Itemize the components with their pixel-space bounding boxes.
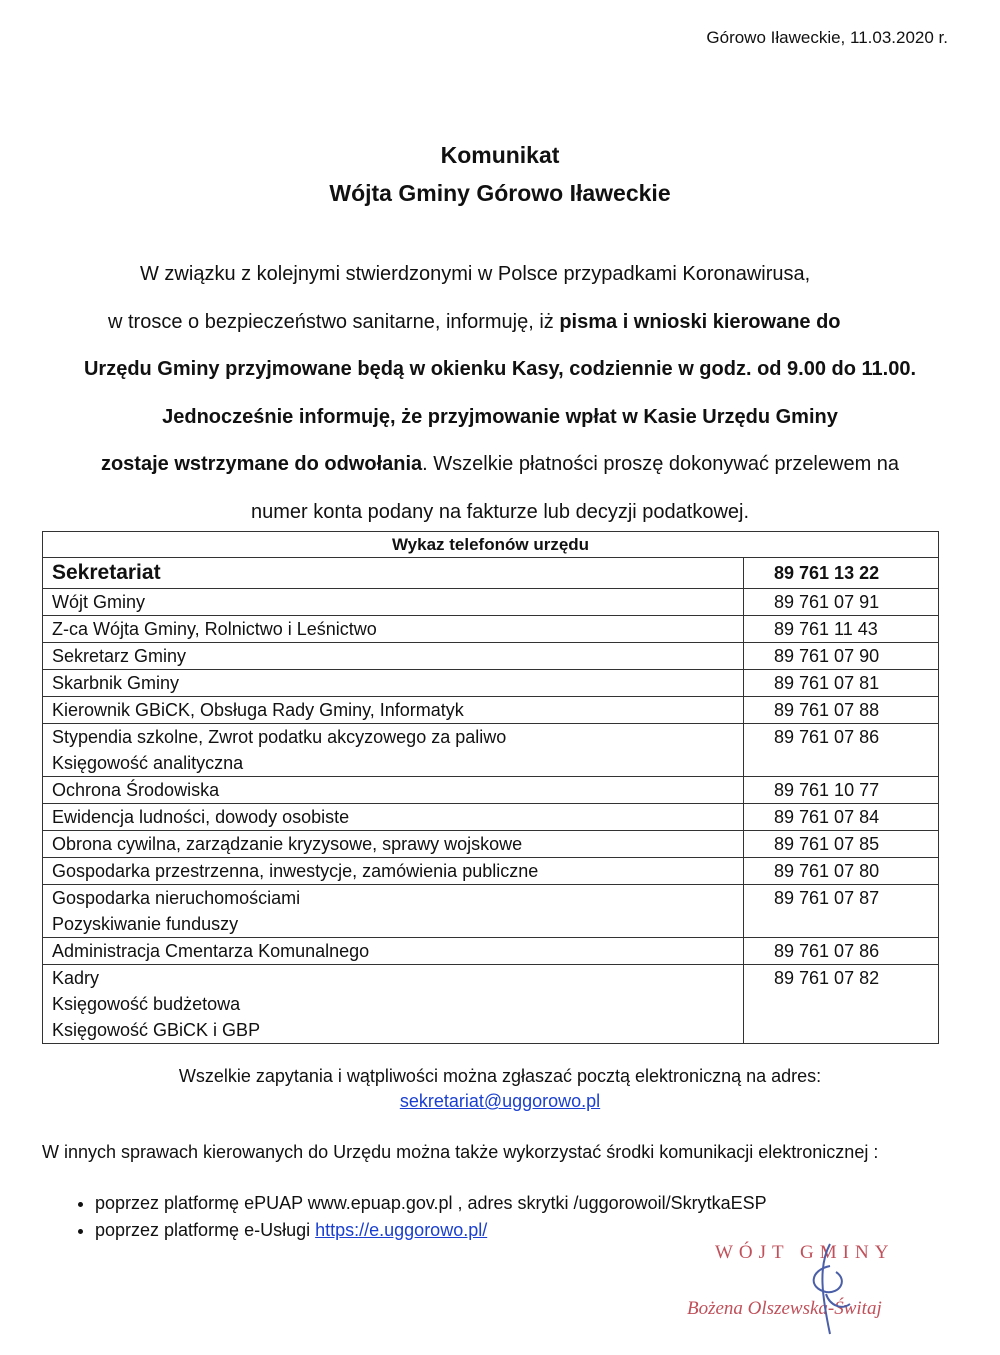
department-name [43, 885, 744, 938]
department-line: Kadry [52, 968, 100, 988]
phone-number: 89 761 07 91 [744, 589, 939, 616]
phone-number: 89 761 07 84 [744, 804, 939, 831]
phone-number: 89 761 13 22 [744, 558, 939, 589]
department-name [43, 965, 744, 1044]
department-line: Sekretarz Gminy [52, 646, 187, 666]
department-line: Ochrona Środowiska [52, 780, 220, 800]
phone-number: 89 761 07 86 [744, 938, 939, 965]
department-line: Wójt Gminy [52, 592, 146, 612]
table-row [43, 589, 939, 616]
department-line: Gospodarka nieruchomościami [52, 888, 301, 908]
phone-number: 89 761 10 77 [744, 777, 939, 804]
department-name [43, 670, 744, 697]
table-row [43, 831, 939, 858]
department-line: Skarbnik Gminy [52, 673, 180, 693]
department-line: Ewidencja ludności, dowody osobiste [52, 807, 350, 827]
department-line: Z-ca Wójta Gminy, Rolnictwo i Leśnictwo [52, 619, 377, 639]
department-name [43, 858, 744, 885]
department-line: Obrona cywilna, zarządzanie kryzysowe, sprawy wojskowe [52, 834, 523, 854]
phone-number: 89 761 11 43 [744, 616, 939, 643]
body-line-5: zostaje wstrzymane do odwołania. Wszelkie płatności proszę dokonywać przelewem na [100, 453, 900, 476]
phone-number: 89 761 07 85 [744, 831, 939, 858]
table-row [43, 724, 939, 777]
title-line-1: Komunikat [440, 142, 560, 168]
table-row [43, 643, 939, 670]
table-row [43, 697, 939, 724]
phone-number: 89 761 07 86 [744, 724, 939, 777]
body-line-6: numer konta podany na fakturze lub decyzji podatkowej. [250, 500, 750, 523]
phone-number: 89 761 07 81 [744, 670, 939, 697]
department-name [43, 589, 744, 616]
stamp-title: WÓJT GMINY [715, 1242, 895, 1263]
inquiries-text: Wszelkie zapytania i wątpliwości można zgłaszać pocztą elektroniczną na adres: [178, 1066, 822, 1086]
title-line-2: Wójta Gminy Górowo Iławeckie [329, 180, 671, 206]
department-name [43, 831, 744, 858]
department-name [43, 724, 744, 777]
announcement-body [0, 260, 1000, 546]
department-name [43, 938, 744, 965]
body-line-3: Urzędu Gminy przyjmowane będą w okienku Kasy, codziennie w godz. od 9.00 do 11.00. [83, 358, 917, 381]
e-uslugi-link[interactable]: https://e.uggorowo.pl/ [315, 1220, 488, 1240]
department-line: Księgowość budżetowa [52, 994, 241, 1014]
body-line-4: Jednocześnie informuję, że przyjmowanie wpłat w Kasie Urzędu Gminy [162, 405, 838, 428]
table-row [43, 885, 939, 938]
department-name [43, 777, 744, 804]
phone-number: 89 761 07 80 [744, 858, 939, 885]
department-line: Administracja Cmentarza Komunalnego [52, 941, 370, 961]
body-line-2: w trosce o bezpieczeństwo sanitarne, informuję, iż pisma i wnioski kierowane do [108, 310, 841, 333]
department-name [43, 616, 744, 643]
table-row [43, 777, 939, 804]
list-item: • poprzez platformę ePUAP www.epuap.gov.pl , adres skrytki /uggorowoil/SkrytkaESP [95, 1190, 767, 1217]
table-row [43, 616, 939, 643]
department-line: Gospodarka przestrzenna, inwestycje, zamówienia publiczne [52, 861, 539, 881]
department-line: Księgowość analityczna [52, 753, 244, 773]
table-row [43, 670, 939, 697]
department-name [43, 697, 744, 724]
table-row [43, 858, 939, 885]
stamp-name: Bożena Olszewska-Świtaj [687, 1298, 882, 1319]
phone-number: 89 761 07 82 [744, 965, 939, 1044]
department-line: Stypendia szkolne, Zwrot podatku akcyzowego za paliwo [52, 727, 507, 747]
other-channels-text: W innych sprawach kierowanych do Urzędu można także wykorzystać środki komunikacji elektronicznej : [42, 1142, 879, 1162]
phone-table-header: Wykaz telefonów urzędu [43, 532, 939, 558]
phone-number: 89 761 07 87 [744, 885, 939, 938]
table-row [43, 938, 939, 965]
department-name [43, 643, 744, 670]
table-row [43, 804, 939, 831]
list-item: • poprzez platformę e-Usługi https://e.uggorowo.pl/ [95, 1217, 767, 1244]
department-line: Księgowość GBiCK i GBP [52, 1020, 261, 1040]
table-row [43, 965, 939, 1044]
phone-table [42, 531, 939, 1044]
signature-stamp [680, 1236, 940, 1336]
table-row [43, 558, 939, 589]
department-line: Pozyskiwanie funduszy [52, 914, 239, 934]
body-line-1: W związku z kolejnymi stwierdzonymi w Polsce przypadkami Koronawirusa, [140, 263, 811, 285]
phone-number: 89 761 07 90 [744, 643, 939, 670]
email-line [0, 1091, 1000, 1112]
department-line: Kierownik GBiCK, Obsługa Rady Gminy, Informatyk [52, 700, 464, 720]
document-date: Górowo Iławeckie, 11.03.2020 r. [706, 28, 948, 47]
email-link[interactable]: sekretariat@uggorowo.pl [399, 1091, 601, 1111]
department-name [43, 804, 744, 831]
department-name: Sekretariat [43, 558, 744, 589]
channels-list [60, 1190, 767, 1244]
phone-number: 89 761 07 88 [744, 697, 939, 724]
